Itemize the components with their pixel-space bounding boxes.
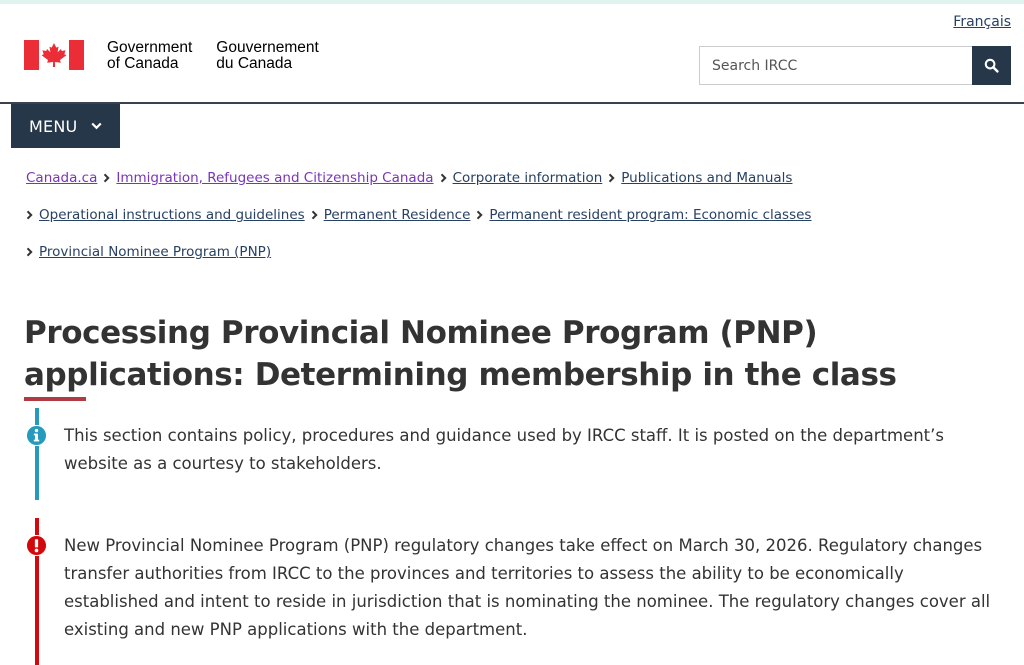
brand-english: Government of Canada: [107, 39, 193, 72]
breadcrumb-item: [26, 207, 305, 223]
breadcrumb-row: [26, 205, 1006, 225]
breadcrumb-link-corporate-information[interactable]: Corporate information: [452, 170, 603, 186]
breadcrumb-item: [476, 207, 811, 223]
breadcrumb-link-economic-classes[interactable]: Permanent resident program: Economic classes: [489, 207, 812, 223]
main-menu-button[interactable]: [11, 104, 120, 148]
chevron-right-icon: [26, 247, 33, 257]
chevron-down-icon: [91, 122, 102, 130]
info-alert-text: This section contains policy, procedures and guidance used by IRCC staff. It is posted on the department’s website as a courtesy to stakeholders.: [64, 426, 944, 473]
breadcrumb-link-ircc[interactable]: Immigration, Refugees and Citizenship Canada: [116, 170, 434, 186]
search-input[interactable]: [699, 46, 972, 85]
breadcrumb-item: [26, 170, 97, 186]
chevron-right-icon: [311, 210, 318, 220]
breadcrumb-link-publications-manuals[interactable]: Publications and Manuals: [621, 170, 793, 186]
danger-alert-text: New Provincial Nominee Program (PNP) regulatory changes take effect on March 30, 2026. Regulatory changes transfer authorities from IRCC to the provinces and territories to assess the ability to be economically established and intent to reside in jurisdiction that is nominating the nominee. The regulatory changes cover all existing and new PNP applications with the department.: [64, 536, 991, 639]
breadcrumb-item: [311, 207, 471, 223]
info-alert: [26, 408, 1006, 500]
danger-alert: [26, 518, 1006, 665]
brand-french: Gouvernement du Canada: [216, 39, 319, 72]
canada-flag-icon: [24, 40, 84, 70]
chevron-right-icon: [608, 173, 615, 183]
language-toggle-link[interactable]: Français: [953, 14, 1011, 30]
breadcrumb-item: [440, 170, 603, 186]
breadcrumb-link-operational-instructions[interactable]: Operational instructions and guidelines: [39, 207, 305, 223]
title-underline: [24, 397, 86, 401]
header-divider: [0, 102, 1024, 104]
magnifier-icon: [984, 58, 999, 73]
chevron-right-icon: [476, 210, 483, 220]
breadcrumb-item: [103, 170, 433, 186]
breadcrumb-item: [608, 170, 792, 186]
page-title: Processing Provincial Nominee Program (PNP) applications: Determining membership in the class: [24, 315, 897, 393]
breadcrumb-item: [26, 244, 271, 260]
breadcrumb-row: [26, 242, 1006, 262]
chevron-right-icon: [26, 210, 33, 220]
info-alert-bar: [35, 408, 39, 500]
breadcrumb: [26, 168, 1006, 279]
breadcrumb-row: [26, 168, 1006, 188]
breadcrumb-link-permanent-residence[interactable]: Permanent Residence: [323, 207, 471, 223]
chevron-right-icon: [440, 173, 447, 183]
exclamation-circle-icon: [26, 535, 47, 556]
breadcrumb-link-pnp[interactable]: Provincial Nominee Program (PNP): [39, 244, 272, 260]
government-signature[interactable]: [24, 40, 319, 72]
top-accent-line: [0, 0, 1024, 4]
breadcrumb-link-canada[interactable]: Canada.ca: [26, 170, 98, 186]
menu-label: MENU: [29, 116, 78, 136]
search-button[interactable]: [972, 46, 1011, 85]
search-form: [699, 46, 1011, 85]
info-circle-icon: [26, 425, 47, 446]
chevron-right-icon: [103, 173, 110, 183]
